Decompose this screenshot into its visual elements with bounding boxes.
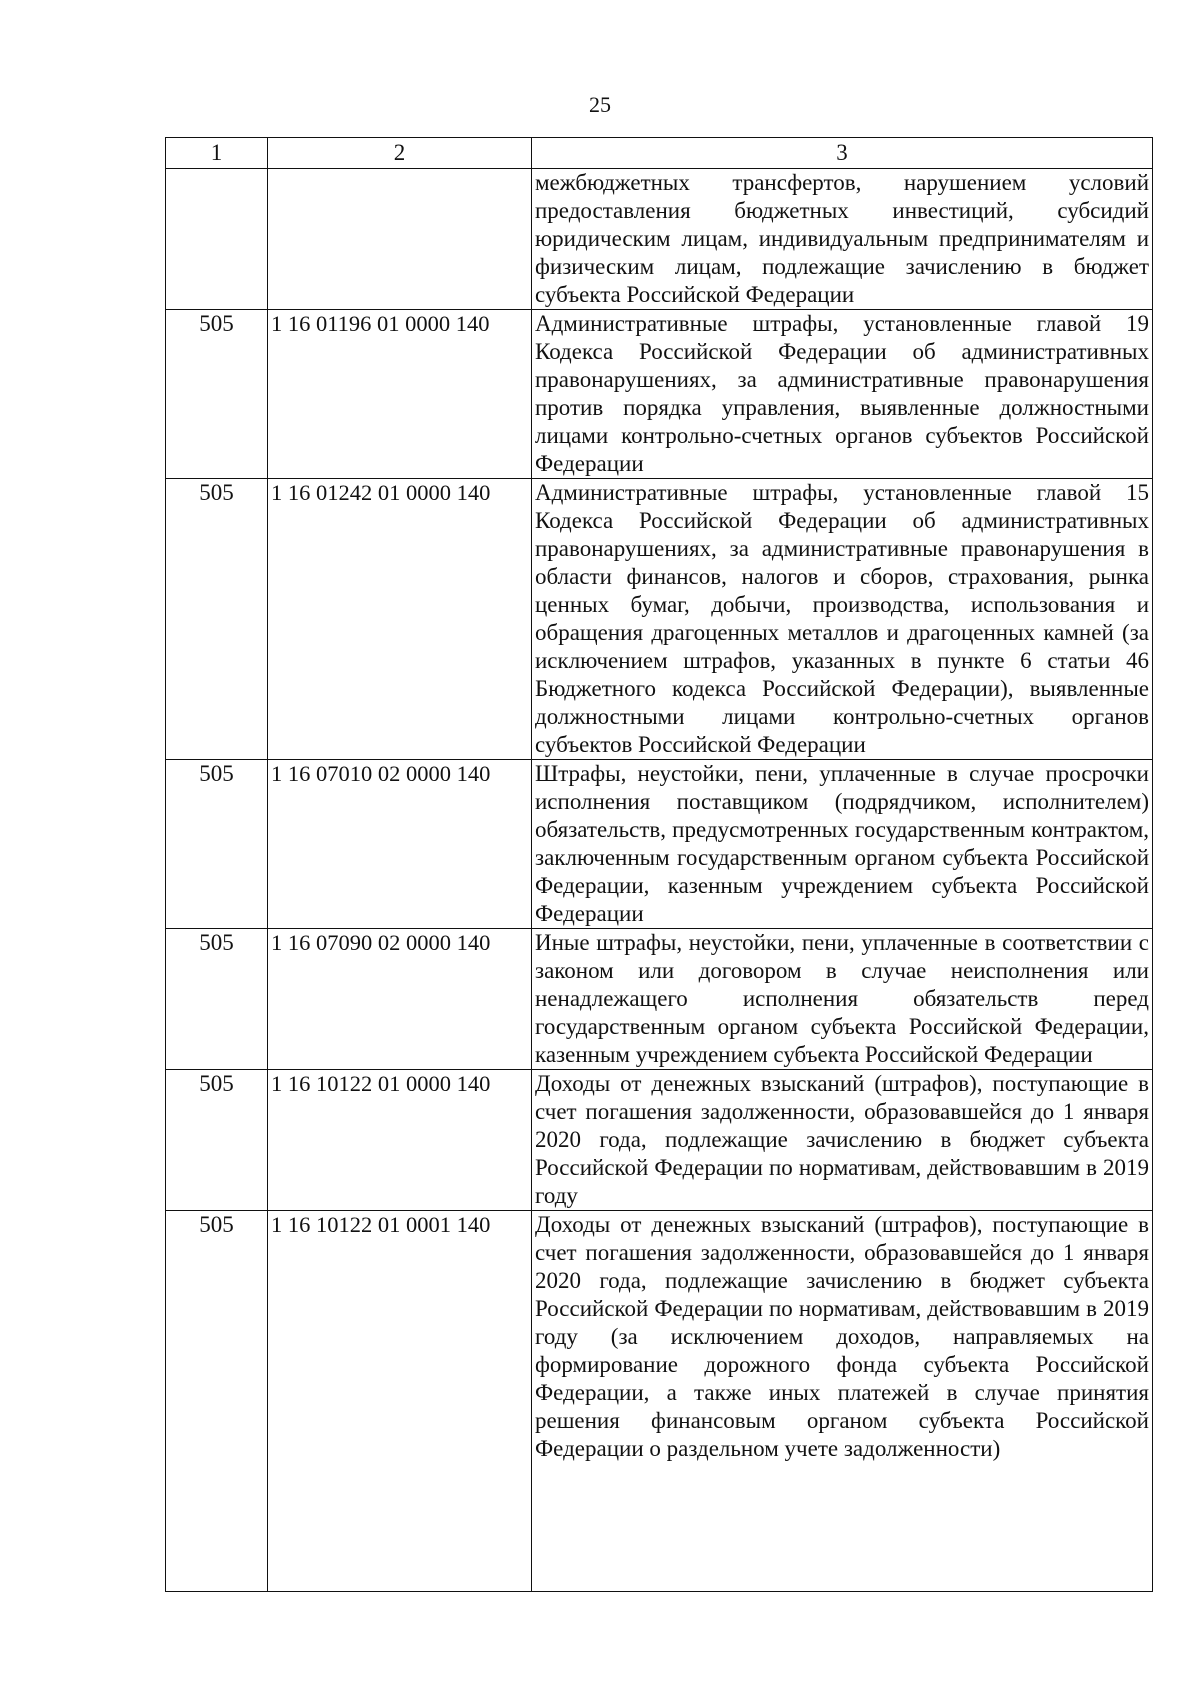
budget-codes-table <box>165 137 1153 1592</box>
administrator-code-cell: 505 <box>166 760 268 929</box>
table-row <box>166 1211 1153 1592</box>
administrator-code-cell: 505 <box>166 1211 268 1592</box>
column-header-2: 2 <box>268 138 532 169</box>
revenue-code-cell: 1 16 10122 01 0000 140 <box>268 1070 532 1211</box>
table-row <box>166 929 1153 1070</box>
description-cell: межбюджетных трансфертов, нарушением условий предоставления бюджетных инвестиций, субсидий юридическим лицам, индивидуальным предпринимателям и физическим лицам, подлежащие зачислению в бюджет субъекта Российской Федерации <box>532 169 1153 310</box>
administrator-code-cell: 505 <box>166 479 268 760</box>
revenue-code-cell: 1 16 07010 02 0000 140 <box>268 760 532 929</box>
table-header-row <box>166 138 1153 169</box>
page-number: 25 <box>589 92 611 117</box>
administrator-code-cell: 505 <box>166 310 268 479</box>
table-row <box>166 169 1153 310</box>
table-row <box>166 479 1153 760</box>
revenue-code-cell: 1 16 01242 01 0000 140 <box>268 479 532 760</box>
administrator-code-cell <box>166 169 268 310</box>
description-cell: Доходы от денежных взысканий (штрафов), поступающие в счет погашения задолженности, образовавшейся до 1 января 2020 года, подлежащие зачислению в бюджет субъекта Российской Федерации по нормативам, действовавшим в 2019 году <box>532 1070 1153 1211</box>
description-cell: Штрафы, неустойки, пени, уплаченные в случае просрочки исполнения поставщиком (подрядчиком, исполнителем) обязательств, предусмотренных государственным контрактом, заключенным государственным органом субъекта Российской Федерации, казенным учреждением субъекта Российской Федерации <box>532 760 1153 929</box>
column-header-3: 3 <box>532 138 1153 169</box>
revenue-code-cell: 1 16 07090 02 0000 140 <box>268 929 532 1070</box>
revenue-code-cell: 1 16 10122 01 0001 140 <box>268 1211 532 1592</box>
administrator-code-cell: 505 <box>166 929 268 1070</box>
table-row <box>166 760 1153 929</box>
table-row <box>166 1070 1153 1211</box>
description-cell: Административные штрафы, установленные главой 19 Кодекса Российской Федерации об административных правонарушениях, за административные правонарушения против порядка управления, выявленные должностными лицами контрольно-счетных органов субъектов Российской Федерации <box>532 310 1153 479</box>
administrator-code-cell: 505 <box>166 1070 268 1211</box>
table-row <box>166 310 1153 479</box>
description-cell: Иные штрафы, неустойки, пени, уплаченные в соответствии с законом или договором в случае неисполнения или ненадлежащего исполнения обязательств перед государственным органом субъекта Российской Федерации, казенным учреждением субъекта Российской Федерации <box>532 929 1153 1070</box>
revenue-code-cell: 1 16 01196 01 0000 140 <box>268 310 532 479</box>
column-header-1: 1 <box>166 138 268 169</box>
revenue-code-cell <box>268 169 532 310</box>
description-cell: Доходы от денежных взысканий (штрафов), поступающие в счет погашения задолженности, образовавшейся до 1 января 2020 года, подлежащие зачислению в бюджет субъекта Российской Федерации по нормативам, действовавшим в 2019 году (за исключением доходов, направляемых на формирование дорожного фонда субъекта Российской Федерации, а также иных платежей в случае принятия решения финансовым органом субъекта Российской Федерации о раздельном учете задолженности) <box>532 1211 1153 1592</box>
description-cell: Административные штрафы, установленные главой 15 Кодекса Российской Федерации об административных правонарушениях, за административные правонарушения в области финансов, налогов и сборов, страхования, рынка ценных бумаг, добычи, производства, использования и обращения драгоценных металлов и драгоценных камней (за исключением штрафов, указанных в пункте 6 статьи 46 Бюджетного кодекса Российской Федерации), выявленные должностными лицами контрольно-счетных органов субъектов Российской Федерации <box>532 479 1153 760</box>
